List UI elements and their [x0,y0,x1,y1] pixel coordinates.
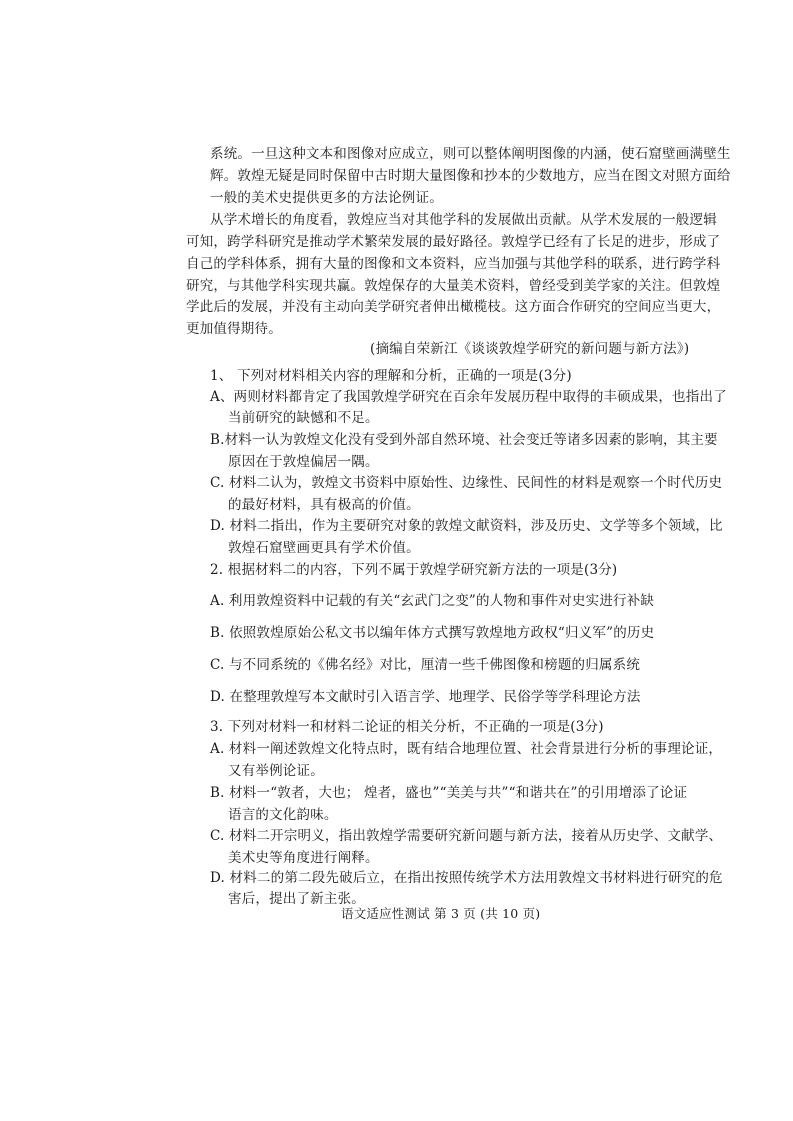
option-c: C. 材料二认为，敦煌文书资料中原始性、边缘性、民间性的材料是观察一个时代历史 [210,475,723,491]
option-a: A、两则材料都肯定了我国敦煌学研究在百余年发展历程中取得的丰硕成果，也指出了 [210,389,727,405]
passage-line: 系统。一旦这种文本和图像对应成立，则可以整体阐明图像的内涵，使石窟壁画满壁生 [210,146,731,162]
question-stem: 2. 根据材料二的内容，下列不属于敦煌学研究新方法的一项是(3分) [210,562,618,578]
option-b: B. 依照敦煌原始公私文书以编年体方式撰写敦煌地方政权“归义军”的历史 [210,625,655,641]
page-footer: 语文适应性测试 第 3 页 (共 10 页) [341,906,541,921]
option-c: C. 材料二开宗明义，指出敦煌学需要研究新问题与新方法，接着从历史学、文献学、 [210,828,723,844]
option-c-cont: 美术史等角度进行阐释。 [228,850,379,866]
option-a: A. 利用敦煌资料中记载的有关“玄武门之变”的人物和事件对史实进行补缺 [210,593,655,609]
option-b-cont: 语言的文化韵味。 [228,807,338,823]
option-d: D. 材料二指出，作为主要研究对象的敦煌文献资料，涉及历史、文学等多个领域，比 [210,518,723,534]
passage-line: 辉。敦煌无疑是同时保留中古时期大量图像和抄本的少数地方，应当在图文对照方面给 [210,168,731,184]
option-c-cont: 的最好材料，具有极高的价值。 [228,497,420,513]
option-c: C. 与不同系统的《佛名经》对比，厘清一些千佛图像和榜题的归属系统 [210,657,641,673]
passage-line: 可知，跨学科研究是推动学术繁荣发展的最好路径。敦煌学已经有了长足的进步，形成了 [186,234,721,250]
question-stem: 1、 下列对材料相关内容的理解和分析，正确的一项是(3分) [210,368,572,384]
passage-line: 研究，与其他学科实现共赢。敦煌保存的大量美术资料，曾经受到美学家的关注。但敦煌 [186,278,721,294]
option-b: B. 材料一“敦者，大也； 煌者，盛也”“美美与共”“和谐共在”的引用增添了论证 [210,785,688,801]
source-citation: (摘编自荣新江《谈谈敦煌学研究的新问题与新方法》) [370,341,690,357]
passage-line: 学此后的发展，并没有主动向美学研究者伸出橄榄枝。这方面合作研究的空间应当更大， [186,299,721,315]
option-d-cont: 敦煌石窟壁画更具有学术价值。 [228,540,420,556]
question-stem: 3. 下列对材料一和材料二论证的相关分析，不正确的一项是(3分) [210,719,604,735]
option-b-cont: 原因在于敦煌偏居一隅。 [228,454,379,470]
option-d: D. 材料二的第二段先破后立，在指出按照传统学术方法用敦煌文书材料进行研究的危 [210,870,723,886]
passage-line: 从学术增长的角度看，敦煌应当对其他学科的发展做出贡献。从学术发展的一般逻辑 [210,212,717,228]
option-b: B.材料一认为敦煌文化没有受到外部自然环境、社会变迁等诸多因素的影响，其主要 [210,432,718,448]
option-d-cont: 害后，提出了新主张。 [228,891,365,907]
option-d: D. 在整理敦煌写本文献时引入语言学、地理学、民俗学等学科理论方法 [210,689,641,705]
option-a-cont: 又有举例论证。 [228,763,324,779]
option-a-cont: 当前研究的缺憾和不足。 [228,410,379,426]
passage-line: 自己的学科体系，拥有大量的图像和文本资料，应当加强与其他学科的联系，进行跨学科 [186,256,721,272]
option-a: A. 材料一阐述敦煌文化特点时，既有结合地理位置、社会背景进行分析的事理论证， [210,741,723,757]
passage-line: 更加值得期待。 [186,321,282,337]
passage-line: 一般的美术史提供更多的方法论例证。 [210,190,443,206]
